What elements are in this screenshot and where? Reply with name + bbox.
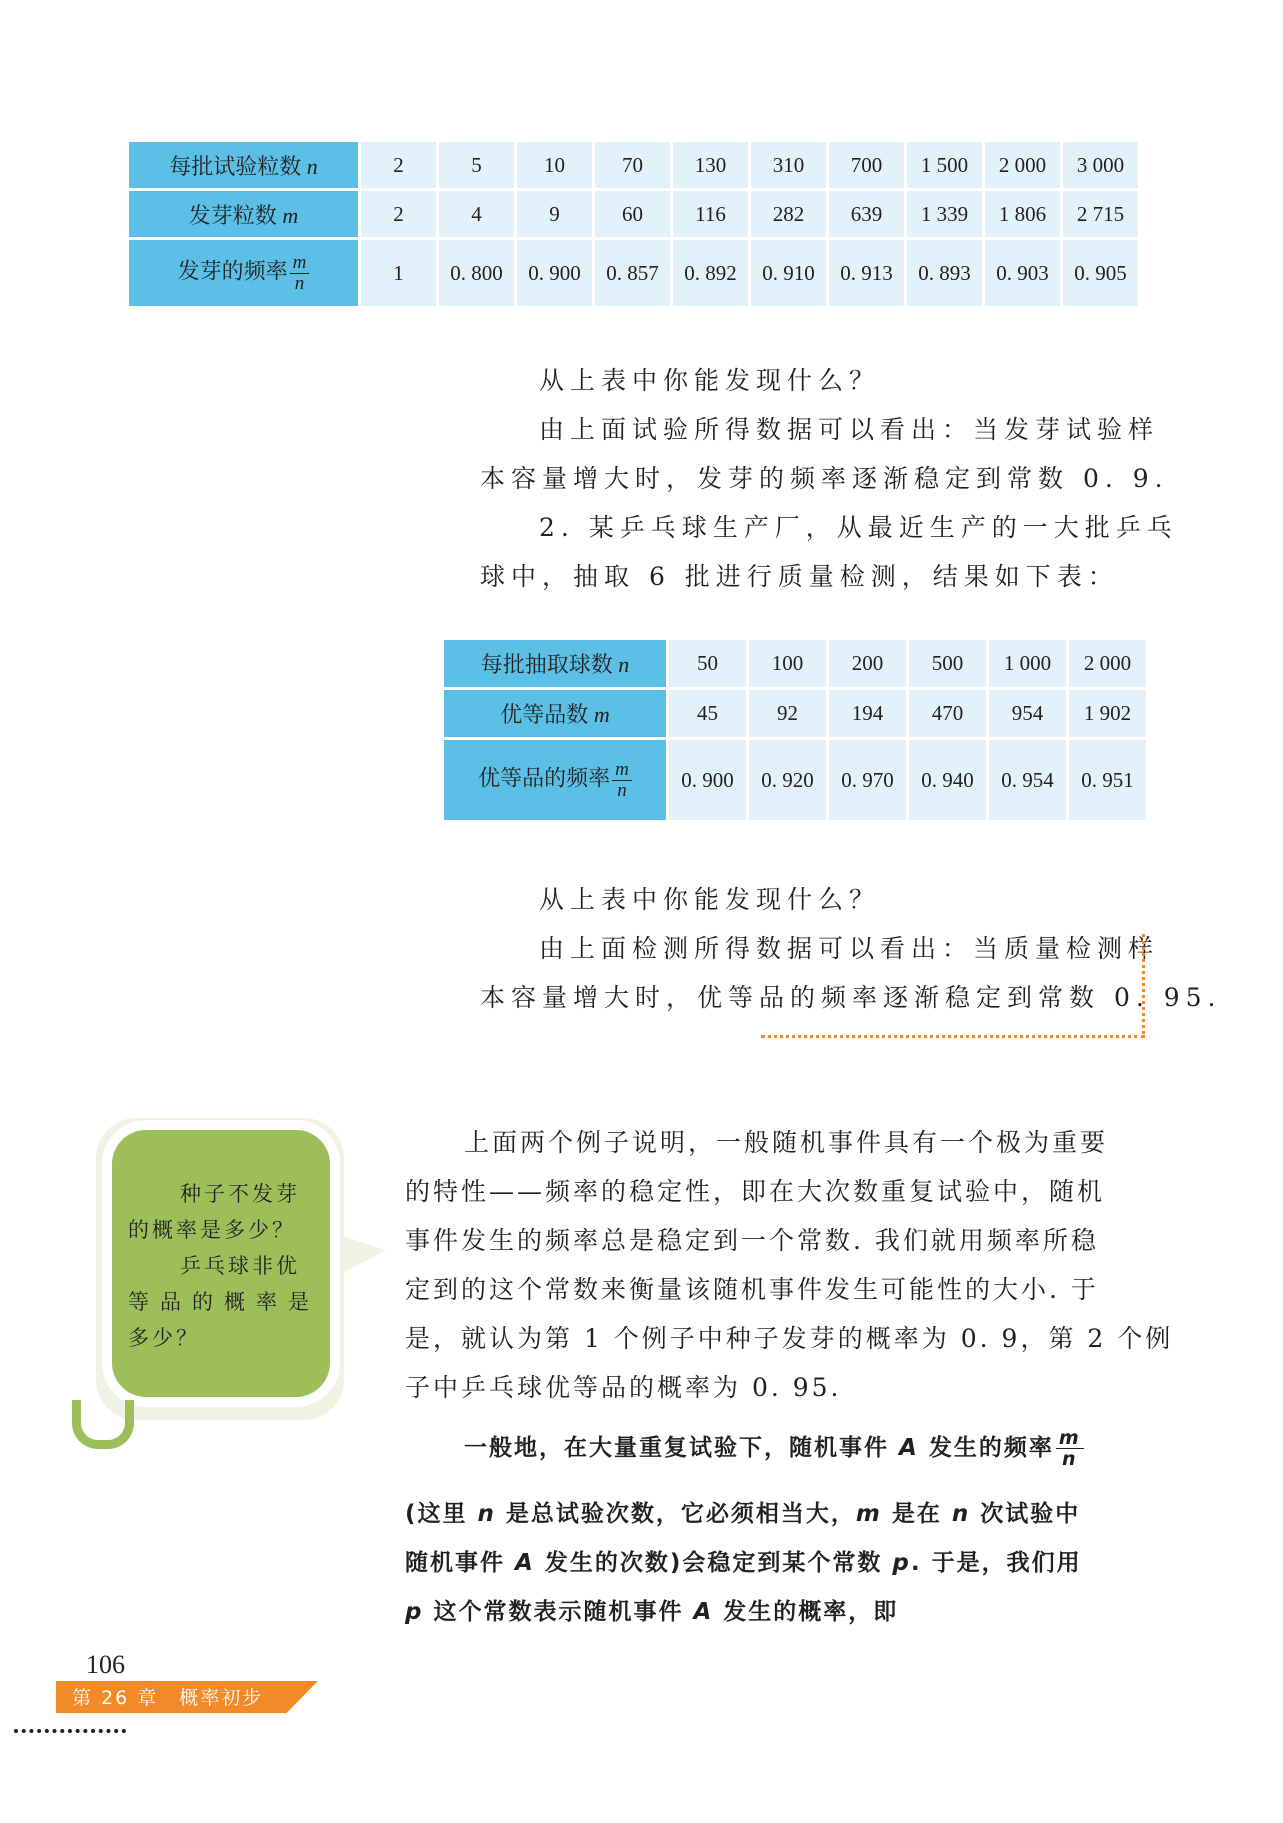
table-cell: 0. 920 — [749, 740, 826, 820]
table-cell: 2 000 — [985, 142, 1060, 188]
dotted-border — [1142, 934, 1145, 1034]
table-cell: 1 — [361, 240, 436, 306]
table-row — [444, 690, 1146, 737]
table-cell: 2 — [361, 191, 436, 237]
question-text: 从上表中你能发现什么？ — [539, 366, 881, 395]
table-cell: 500 — [909, 640, 986, 687]
table-cell: 0. 970 — [829, 740, 906, 820]
table-cell: 2 — [361, 142, 436, 188]
definition-line: (这里 n 是总试验次数，它必须相当大，m 是在 n 次试验中 — [405, 1501, 1081, 1527]
fraction: $\frac{m}{n}$ — [1056, 1428, 1084, 1469]
table-cell: 1 806 — [985, 191, 1060, 237]
table-cell: 470 — [909, 690, 986, 737]
table-cell: 0. 900 — [669, 740, 746, 820]
table-cell: 9 — [517, 191, 592, 237]
body-line: 是，就认为第 1 个例子中种子发芽的概率为 0. 9，第 2 个例 — [405, 1324, 1174, 1353]
table-cell: 60 — [595, 191, 670, 237]
table-cell: 1 902 — [1069, 690, 1146, 737]
row-header: 每批试验粒数 n — [129, 142, 358, 188]
page-number: 106 — [86, 1650, 125, 1679]
table-cell: 2 000 — [1069, 640, 1146, 687]
table-row — [444, 740, 1146, 820]
body-line: 事件发生的频率总是稳定到一个常数. 我们就用频率所稳 — [405, 1226, 1099, 1255]
table-cell: 0. 900 — [517, 240, 592, 306]
row-header: 优等品的频率 $\frac{m}{n}$ — [444, 740, 666, 820]
body-line: 定到的这个常数来衡量该随机事件发生可能性的大小. 于 — [405, 1275, 1099, 1304]
table-cell: 954 — [989, 690, 1066, 737]
table-row — [129, 191, 1138, 237]
table-cell: 116 — [673, 191, 748, 237]
table-cell: 100 — [749, 640, 826, 687]
chapter-label: 第 26 章 概率初步 — [72, 1687, 264, 1709]
row-header: 优等品数 m — [444, 690, 666, 737]
answer-line: 本容量增大时，优等品的频率逐渐稳定到常数 0. 95. — [480, 983, 1222, 1012]
body-line: 子中乒乓球优等品的概率为 0. 95. — [405, 1373, 842, 1402]
table-cell: 70 — [595, 142, 670, 188]
row-header: 发芽的频率 $\frac{m}{n}$ — [129, 240, 358, 306]
bubble-text: 种子不发芽 的概率是多少？ 乒乓球非优 等品的概率是 多少？ — [128, 1182, 320, 1350]
table-row — [129, 240, 1138, 306]
table-cell: 639 — [829, 191, 904, 237]
footer-dots — [14, 1729, 126, 1733]
table-cell: 1 500 — [907, 142, 982, 188]
table-cell: 2 715 — [1063, 191, 1138, 237]
table-cell: 50 — [669, 640, 746, 687]
table-cell: 130 — [673, 142, 748, 188]
example-line: 2. 某乒乓球生产厂，从最近生产的一大批乒乓 — [539, 513, 1178, 542]
table-cell: 0. 954 — [989, 740, 1066, 820]
bubble-tail — [330, 1232, 386, 1280]
example-line: 球中，抽取 6 批进行质量检测，结果如下表： — [480, 562, 1119, 591]
table-cell: 45 — [669, 690, 746, 737]
table-cell: 0. 905 — [1063, 240, 1138, 306]
body-line: 的特性——频率的稳定性，即在大次数重复试验中，随机 — [405, 1177, 1106, 1206]
table-cell: 200 — [829, 640, 906, 687]
body-line: 上面两个例子说明，一般随机事件具有一个极为重要 — [464, 1128, 1109, 1157]
table-cell: 194 — [829, 690, 906, 737]
table-cell: 0. 910 — [751, 240, 826, 306]
table-cell: 700 — [829, 142, 904, 188]
fraction: $\frac{m}{n}$ — [290, 253, 310, 294]
table-cell: 4 — [439, 191, 514, 237]
table-cell: 1 000 — [989, 640, 1066, 687]
row-header: 发芽粒数 m — [129, 191, 358, 237]
table-cell: 0. 940 — [909, 740, 986, 820]
answer-line: 本容量增大时，发芽的频率逐渐稳定到常数 0. 9. — [480, 464, 1169, 493]
row-header: 每批抽取球数 n — [444, 640, 666, 687]
table-cell: 0. 951 — [1069, 740, 1146, 820]
question-text: 从上表中你能发现什么？ — [539, 885, 881, 914]
table-cell: 0. 892 — [673, 240, 748, 306]
answer-line: 由上面试验所得数据可以看出：当发芽试验样 — [539, 415, 1160, 444]
table-cell: 0. 893 — [907, 240, 982, 306]
table-cell: 5 — [439, 142, 514, 188]
table-row — [444, 640, 1146, 687]
germination-table — [126, 139, 1141, 309]
table-row — [129, 142, 1138, 188]
table-cell: 10 — [517, 142, 592, 188]
table-cell: 282 — [751, 191, 826, 237]
table-cell: 310 — [751, 142, 826, 188]
table-cell: 0. 913 — [829, 240, 904, 306]
dotted-border — [761, 1035, 1145, 1038]
table-cell: 3 000 — [1063, 142, 1138, 188]
definition-line: 随机事件 A 发生的次数)会稳定到某个常数 p. 于是，我们用 — [405, 1550, 1082, 1576]
answer-line: 由上面检测所得数据可以看出：当质量检测样 — [539, 934, 1160, 963]
pingpong-quality-table — [441, 637, 1149, 823]
table-cell: 0. 903 — [985, 240, 1060, 306]
fraction: $\frac{m}{n}$ — [612, 760, 632, 801]
table-cell: 1 339 — [907, 191, 982, 237]
swirl-decoration — [72, 1400, 134, 1449]
table-cell: 0. 857 — [595, 240, 670, 306]
table-cell: 92 — [749, 690, 826, 737]
definition-line: p 这个常数表示随机事件 A 发生的概率，即 — [405, 1599, 899, 1625]
definition-line: 一般地，在大量重复试验下，随机事件 A 发生的频率 $\frac{m}{n}$ — [464, 1424, 1084, 1473]
table-cell: 0. 800 — [439, 240, 514, 306]
